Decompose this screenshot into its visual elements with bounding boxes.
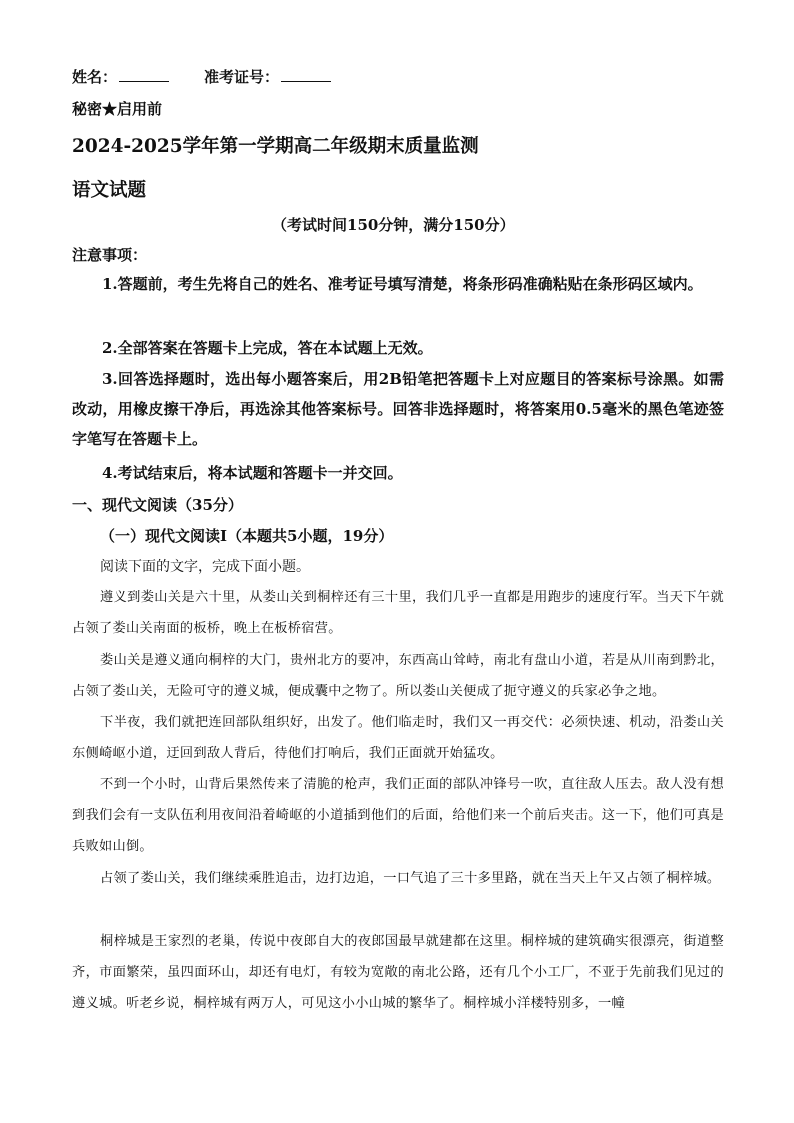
exam-id-label: 准考证号： (204, 68, 280, 86)
note-item-2: 2.全部答案在答题卡上完成，答在本试题上无效。 (102, 339, 433, 357)
exam-id-blank[interactable] (281, 67, 331, 82)
reading-instruction: 阅读下面的文字，完成下面小题。 (100, 559, 310, 575)
passage-paragraph: 娄山关是遵义通向桐梓的大门，贵州北方的要冲，东西高山耸峙，南北有盘山小道，若是从川南到黔北，占领了娄山关，无险可守的遵义城，便成囊中之物了。所以娄山关便成了扼守遵义的兵家必争之地。 (72, 653, 724, 699)
notes-heading: 注意事项： (72, 246, 148, 264)
note-item-1: 1.答题前，考生先将自己的姓名、准考证号填写清楚，将条形码准确粘贴在条形码区域内。 (102, 275, 703, 293)
passage-paragraph: 不到一个小时，山背后果然传来了清脆的枪声，我们正面的部队冲锋号一吹，直往敌人压去。敌人没有想到我们会有一支队伍利用夜间沿着崎岖的小道插到他们的后面，给他们来一个前后夹击。这一下，他们可真是兵败如山倒。 (72, 777, 724, 854)
subject-title: 语文试题 (72, 180, 147, 201)
name-field (72, 66, 169, 87)
passage-paragraph: 占领了娄山关，我们继续乘胜追击，边打边追，一口气追了三十多里路，就在当天上午又占领了桐梓城。 (100, 871, 721, 886)
secret-label: 秘密★启用前 (72, 100, 163, 118)
passage-paragraph: 遵义到娄山关是六十里，从娄山关到桐梓还有三十里，我们几乎一直都是用跑步的速度行军。当天下午就占领了娄山关南面的板桥，晚上在板桥宿营。 (72, 590, 724, 636)
name-blank[interactable] (119, 67, 169, 82)
note-item-3: 3.回答选择题时，选出每小题答案后，用2B铅笔把答题卡上对应题目的答案标号涂黑。如需改动，用橡皮擦干净后，再选涂其他答案标号。回答非选择题时，将答案用0.5毫米的黑色笔迹签字笔写在答题卡上。 (72, 370, 724, 448)
passage-paragraph: 下半夜，我们就把连回部队组织好，出发了。他们临走时，我们又一再交代：必须快速、机动，沿娄山关东侧崎岖小道，迂回到敌人背后，待他们打响后，我们正面就开始猛攻。 (72, 715, 724, 761)
sub-section-heading: （一）现代文阅读Ⅰ（本题共5小题，19分） (100, 527, 394, 545)
time-info: （考试时间150分钟，满分150分） (272, 216, 515, 234)
passage-paragraph: 桐梓城是王家烈的老巢，传说中夜郎自大的夜郎国最早就建都在这里。桐梓城的建筑确实很漂亮，街道整齐，市面繁荣，虽四面环山，却还有电灯，有较为宽敞的南北公路，还有几个小工厂，不亚于先前我们见过的遵义城。听老乡说，桐梓城有两万人，可见这小小山城的繁华了。桐梓城小洋楼特别多，一幢 (72, 934, 724, 1011)
note-item-4: 4.考试结束后，将本试题和答题卡一并交回。 (102, 464, 403, 482)
name-label: 姓名： (72, 68, 118, 86)
exam-title: 2024-2025学年第一学期高二年级期末质量监测 (72, 136, 479, 157)
exam-id-field (204, 66, 331, 87)
section-heading: 一、现代文阅读（35分） (72, 496, 243, 514)
